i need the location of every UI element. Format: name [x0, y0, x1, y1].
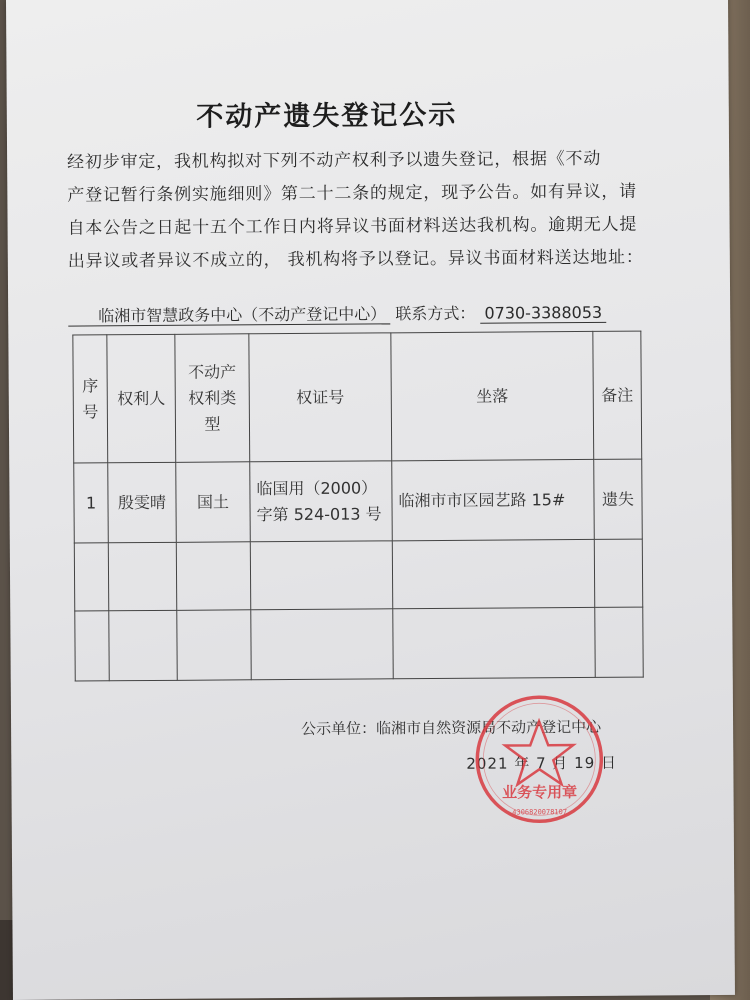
notice-title: 不动产遗失登记公示	[196, 99, 458, 133]
header-seq: 序 号	[73, 335, 108, 463]
notice-para-line-1: 经初步审定，我机构拟对下列不动产权利予以遗失登记，根据《不动	[67, 148, 602, 173]
header-location: 坐落	[391, 331, 594, 460]
cell-cert: 临国用（2000） 字第 524-013 号	[250, 461, 393, 542]
header-cert: 权证号	[249, 333, 392, 462]
table-row-empty	[74, 539, 642, 611]
cell-type: 国土	[176, 462, 251, 543]
table-row-empty	[75, 607, 643, 681]
header-remark: 备注	[593, 331, 642, 459]
table-header-row	[73, 331, 642, 463]
cell-seq: 1	[74, 463, 109, 543]
seal-code: 4306820078107	[512, 808, 568, 817]
registration-table	[72, 331, 643, 682]
phone-number: 0730-3388053	[480, 303, 606, 324]
publish-unit: 公示单位：临湘市自然资源局不动产登记中心	[301, 717, 602, 738]
notice-para-line-4: 出异议或者异议不成立的， 我机构将予以登记。异议书面材料送达地址：	[67, 247, 644, 272]
seal-center-text: 业务专用章	[501, 783, 578, 802]
notice-sheet	[6, 0, 735, 1000]
header-right-type: 不动产 权利类 型	[175, 334, 250, 463]
cell-holder: 殷雯晴	[108, 462, 177, 542]
publish-date: 2021 年 7 月 19 日	[466, 753, 618, 773]
contact-label: 联系方式：	[395, 303, 476, 324]
cell-remark: 遗失	[594, 459, 643, 539]
table-row	[74, 459, 643, 543]
notice-para-line-3: 自本公告之日起十五个工作日内将异议书面材料送达我机构。逾期无人提	[67, 214, 638, 239]
cell-location: 临湘市市区园艺路 15#	[392, 459, 595, 540]
address-text: 临湘市智慧政务中心（不动产登记中心）	[68, 304, 390, 326]
notice-para-line-2: 产登记暂行条例实施细则》第二十二条的规定，现予公告。如有异议，请	[67, 181, 638, 206]
official-seal-stamp	[473, 693, 606, 826]
header-holder: 权利人	[107, 334, 176, 462]
address-line	[68, 300, 643, 327]
